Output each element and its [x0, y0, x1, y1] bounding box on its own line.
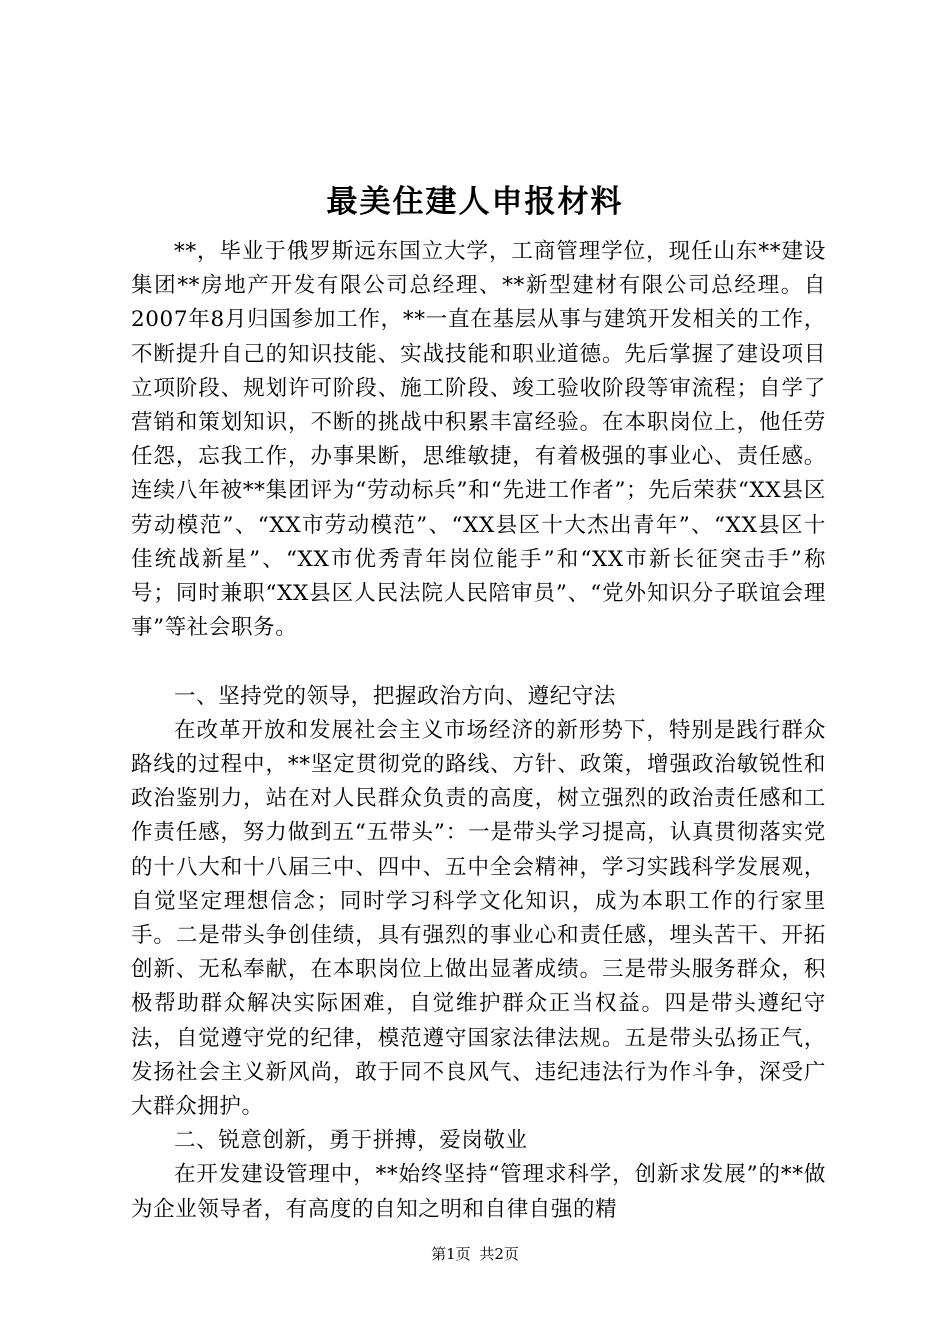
- section-heading-2: 二、锐意创新，勇于拼搏，爱岗敬业: [174, 1128, 528, 1154]
- document-title: 最美住建人申报材料: [326, 184, 624, 220]
- page-footer: [0, 1244, 950, 1264]
- paragraph-spacer: [131, 645, 826, 679]
- section-1-paragraph: 在改革开放和发展社会主义市场经济的新形势下，特别是践行群众路线的过程中，**坚定贯彻党的路线、方针、政策，增强政治敏锐性和政治鉴别力，站在对人民群众负责的高度，树立强烈的政治责任感和工作责任感，努力做到五“五带头”：一是带头学习提高，认真贯彻落实党的十八大和十八届三中、四中、五中全会精神，学习实践科学发展观，自觉坚定理想信念；同时学习科学文化知识，成为本职工作的行家里手。二是带头争创佳绩，具有强烈的事业心和责任感，埋头苦干、开拓创新、无私奉献，在本职岗位上做出显著成绩。三是带头服务群众，积极帮助群众解决实际困难，自觉维护群众正当权益。四是带头遵纪守法，自觉遵守党的纪律，模范遵守国家法律法规。五是带头弘扬正气，发扬社会主义新风尚，敢于同不良风气、违纪违法行为作斗争，深受广大群众拥护。: [131, 717, 826, 1120]
- document-body: [131, 235, 826, 1227]
- page-total: 共2页: [479, 1245, 519, 1263]
- section-2-paragraph: 在开发建设管理中，**始终坚持“管理求科学，创新求发展”的**做为企业领导者，有高度的自知之明和自律自强的精: [131, 1162, 826, 1222]
- intro-paragraph: **，毕业于俄罗斯远东国立大学，工商管理学位，现任山东**建设集团**房地产开发有限公司总经理、**新型建材有限公司总经理。自2007年8月归国参加工作，**一直在基层从事与建筑开发相关的工作，不断提升自己的知识技能、实战技能和职业道德。先后掌握了建设项目立项阶段、规划许可阶段、施工阶段、竣工验收阶段等审流程；自学了营销和策划知识，不断的挑战中积累丰富经验。在本职岗位上，他任劳任怨，忘我工作，办事果断，思维敏捷，有着极强的事业心、责任感。连续八年被**集团评为“劳动标兵”和“先进工作者”；先后荣获“XX县区劳动模范”、“XX市劳动模范”、“XX县区十大杰出青年”、“XX县区十佳统战新星”、“XX市优秀青年岗位能手”和“XX市新长征突击手”称号；同时兼职“XX县区人民法院人民陪审员”、“党外知识分子联谊会理事”等社会职务。: [131, 239, 826, 641]
- section-heading-1: 一、坚持党的领导，把握政治方向、遵纪守法: [174, 683, 617, 709]
- page-number: 第1页: [431, 1245, 471, 1263]
